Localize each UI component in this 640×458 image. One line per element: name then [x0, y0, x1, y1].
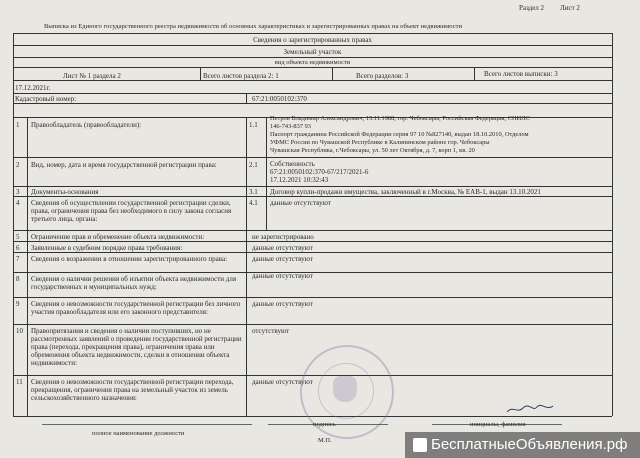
handwritten-signature [505, 403, 555, 415]
row-1-value-3: Паспорт гражданина Российской Федерации серия 97 10 №827140, выдан 18.10.2010, Отделом [270, 131, 529, 138]
row-8-value: данные отсутствуют [252, 272, 313, 280]
watermark-logo-icon [413, 438, 427, 452]
extract-date: 17.12.2021г. [15, 84, 51, 92]
row-4-value: данные отсутствуют [270, 199, 331, 207]
row-3-subnumber: 3.1 [249, 188, 258, 196]
row-2-value-3: 17.12.2021 10:32:43 [270, 176, 329, 184]
row-3-value: Договор купли-продажи имущества, заключенный в г.Москва, № ЕАВ-1, выдан 13.10.2021 [270, 188, 541, 196]
row-5-value: не зарегистрировано [252, 233, 314, 241]
row-1-value-2: 146-743-837 93 [270, 123, 312, 130]
row-10-value: отсутствуют [252, 327, 290, 335]
row-2-value-2: 67:21:0050102:370-67/217/2021-6 [270, 168, 369, 176]
row-11-number: 11 [16, 378, 23, 386]
cadastral-label: Кадастровый номер: [15, 95, 77, 103]
row-2-number: 2 [16, 161, 20, 169]
object-type: Земельный участок [283, 48, 342, 56]
row-6-value: данные отсутствуют [252, 244, 313, 252]
row-1-label: Правообладатель (правообладатели): [31, 121, 142, 129]
signature-caption: подпись [313, 421, 336, 428]
watermark-text: БесплатныеОбъявления.рф [431, 436, 628, 453]
page-section-label: Раздел 2 [519, 4, 545, 12]
position-caption: полное наименование должности [92, 430, 185, 437]
row-10-number: 10 [16, 327, 23, 335]
coat-of-arms-emblem [333, 376, 357, 402]
row-2-subnumber: 2.1 [249, 161, 258, 169]
row-7-label: Сведения о возражении в отношении зарегистрированного права: [31, 255, 228, 263]
row-5-label: Ограничение прав и обременение объекта недвижимости: [31, 233, 205, 241]
document-subtitle: Сведения о зарегистрированных правах [253, 36, 372, 44]
row-5-number: 5 [16, 233, 20, 241]
total-sheets-extract: Всего листов выписки: 3 [484, 70, 558, 78]
object-type-caption: вид объекта недвижимости [274, 59, 351, 66]
document-title: Выписка из Единого государственного реестра недвижимости об основных характеристиках и зарегистрированных правах на объект недвижимости [44, 23, 463, 30]
row-1-value-4: УФМС России по Чувашской Республике в Калининском районе гор. Чебоксары [270, 139, 490, 146]
page-sheet-label: Лист 2 [560, 4, 580, 12]
row-1-number: 1 [16, 121, 20, 129]
cadastral-number: 67:21:0050102:370 [252, 95, 307, 103]
row-8-number: 8 [16, 275, 20, 283]
row-4-subnumber: 4.1 [249, 199, 258, 207]
row-4-number: 4 [16, 199, 20, 207]
total-sheets-section: Всего листов раздела 2: 1 [203, 72, 279, 80]
row-9-number: 9 [16, 300, 20, 308]
row-10-label: Правопритязания и сведения о наличии поступивших, но не рассмотренных заявлений о проведении государственной регистрации права (перехода, прекращения права), ограничения права или обременения объекта недвижимости, сделки в отношении объекта недвижимости: [31, 327, 242, 367]
sheet-number: Лист № 1 раздела 2 [63, 72, 121, 80]
row-9-label: Сведения о невозможности государственной регистрации без личного участия правообладателя или его законного представителя: [31, 300, 241, 316]
row-1-subnumber: 1.1 [249, 121, 258, 129]
mp-caption: М.П. [318, 437, 332, 444]
row-9-value: данные отсутствуют [252, 300, 313, 308]
site-watermark [405, 432, 640, 458]
row-1-value-1: Петров Владимир Александрович, 15.11.1988, гор. Чебоксары, Российская Федерация, СНИЛС [270, 115, 530, 122]
row-11-label: Сведения о невозможности государственной регистрации перехода, прекращения, ограничения права на земельный участок из земель сельскохозяйственного назначения: [31, 378, 234, 402]
row-2-label: Вид, номер, дата и время государственной регистрации права: [31, 161, 217, 169]
total-sections: Всего разделов: 3 [356, 72, 409, 80]
row-11-value: данные отсутствуют [252, 378, 313, 386]
row-3-number: 3 [16, 188, 20, 196]
row-7-number: 7 [16, 255, 20, 263]
row-6-label: Заявленные в судебном порядке права требования: [31, 244, 183, 252]
row-2-value-1: Собственность [270, 160, 315, 168]
row-6-number: 6 [16, 244, 20, 252]
row-8-label: Сведения о наличии решения об изъятии объекта недвижимости для государственных и муниципальных нужд: [31, 275, 237, 291]
row-7-value: данные отсутствуют [252, 255, 313, 263]
row-4-label: Сведения об осуществлении государственной регистрации сделки, права, ограничения права без необходимого в силу закона согласия третьего лица, органа: [31, 199, 232, 223]
initials-caption: инициалы, фамилия [470, 421, 526, 428]
row-1-value-5: Чувашская Республика, г.Чебоксары, ул. 50 лет Октября, д. 7, корп 1, кв. 20 [270, 147, 475, 154]
row-3-label: Документы-основания [31, 188, 99, 196]
